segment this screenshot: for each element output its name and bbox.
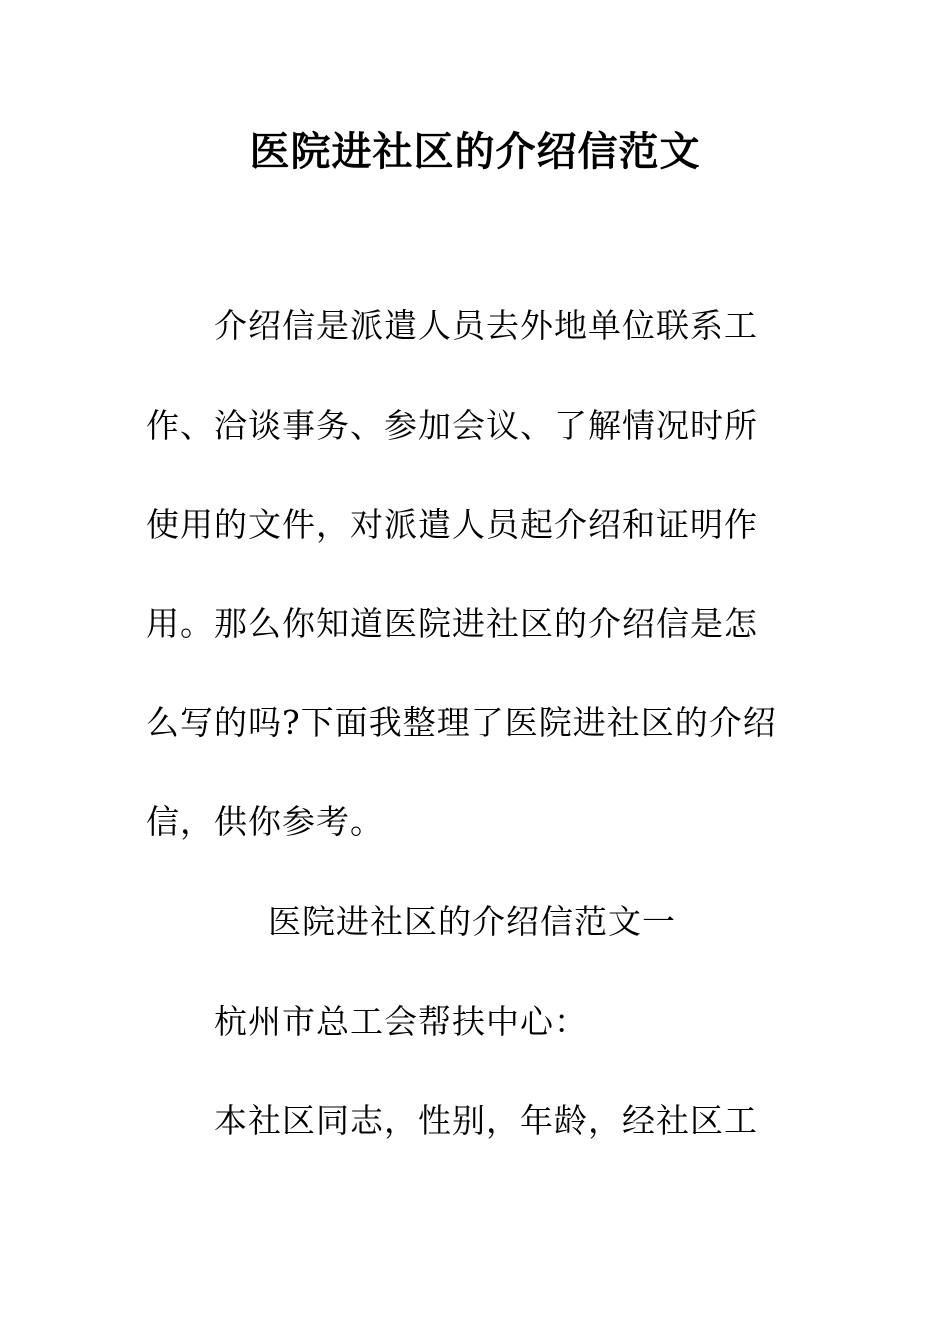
intro-line-3: 使用的文件，对派遣人员起介绍和证明作 (146, 505, 758, 544)
intro-line-4: 用。那么你知道医院进社区的介绍信是怎 (146, 604, 758, 643)
document-title: 医院进社区的介绍信范文 (249, 128, 701, 175)
intro-line-1: 介绍信是派遣人员去外地单位联系工 (214, 306, 758, 345)
salutation: 杭州市总工会帮扶中心： (214, 1002, 588, 1041)
intro-line-6: 信，供你参考。 (146, 802, 384, 841)
sample-heading: 医院进社区的介绍信范文一 (268, 902, 676, 941)
intro-line-5: 么写的吗?下面我整理了医院进社区的介绍 (146, 703, 777, 742)
body-line-1: 本社区同志，性别，年龄，经社区工 (214, 1101, 758, 1140)
intro-line-2: 作、洽谈事务、参加会议、了解情况时所 (146, 406, 758, 445)
